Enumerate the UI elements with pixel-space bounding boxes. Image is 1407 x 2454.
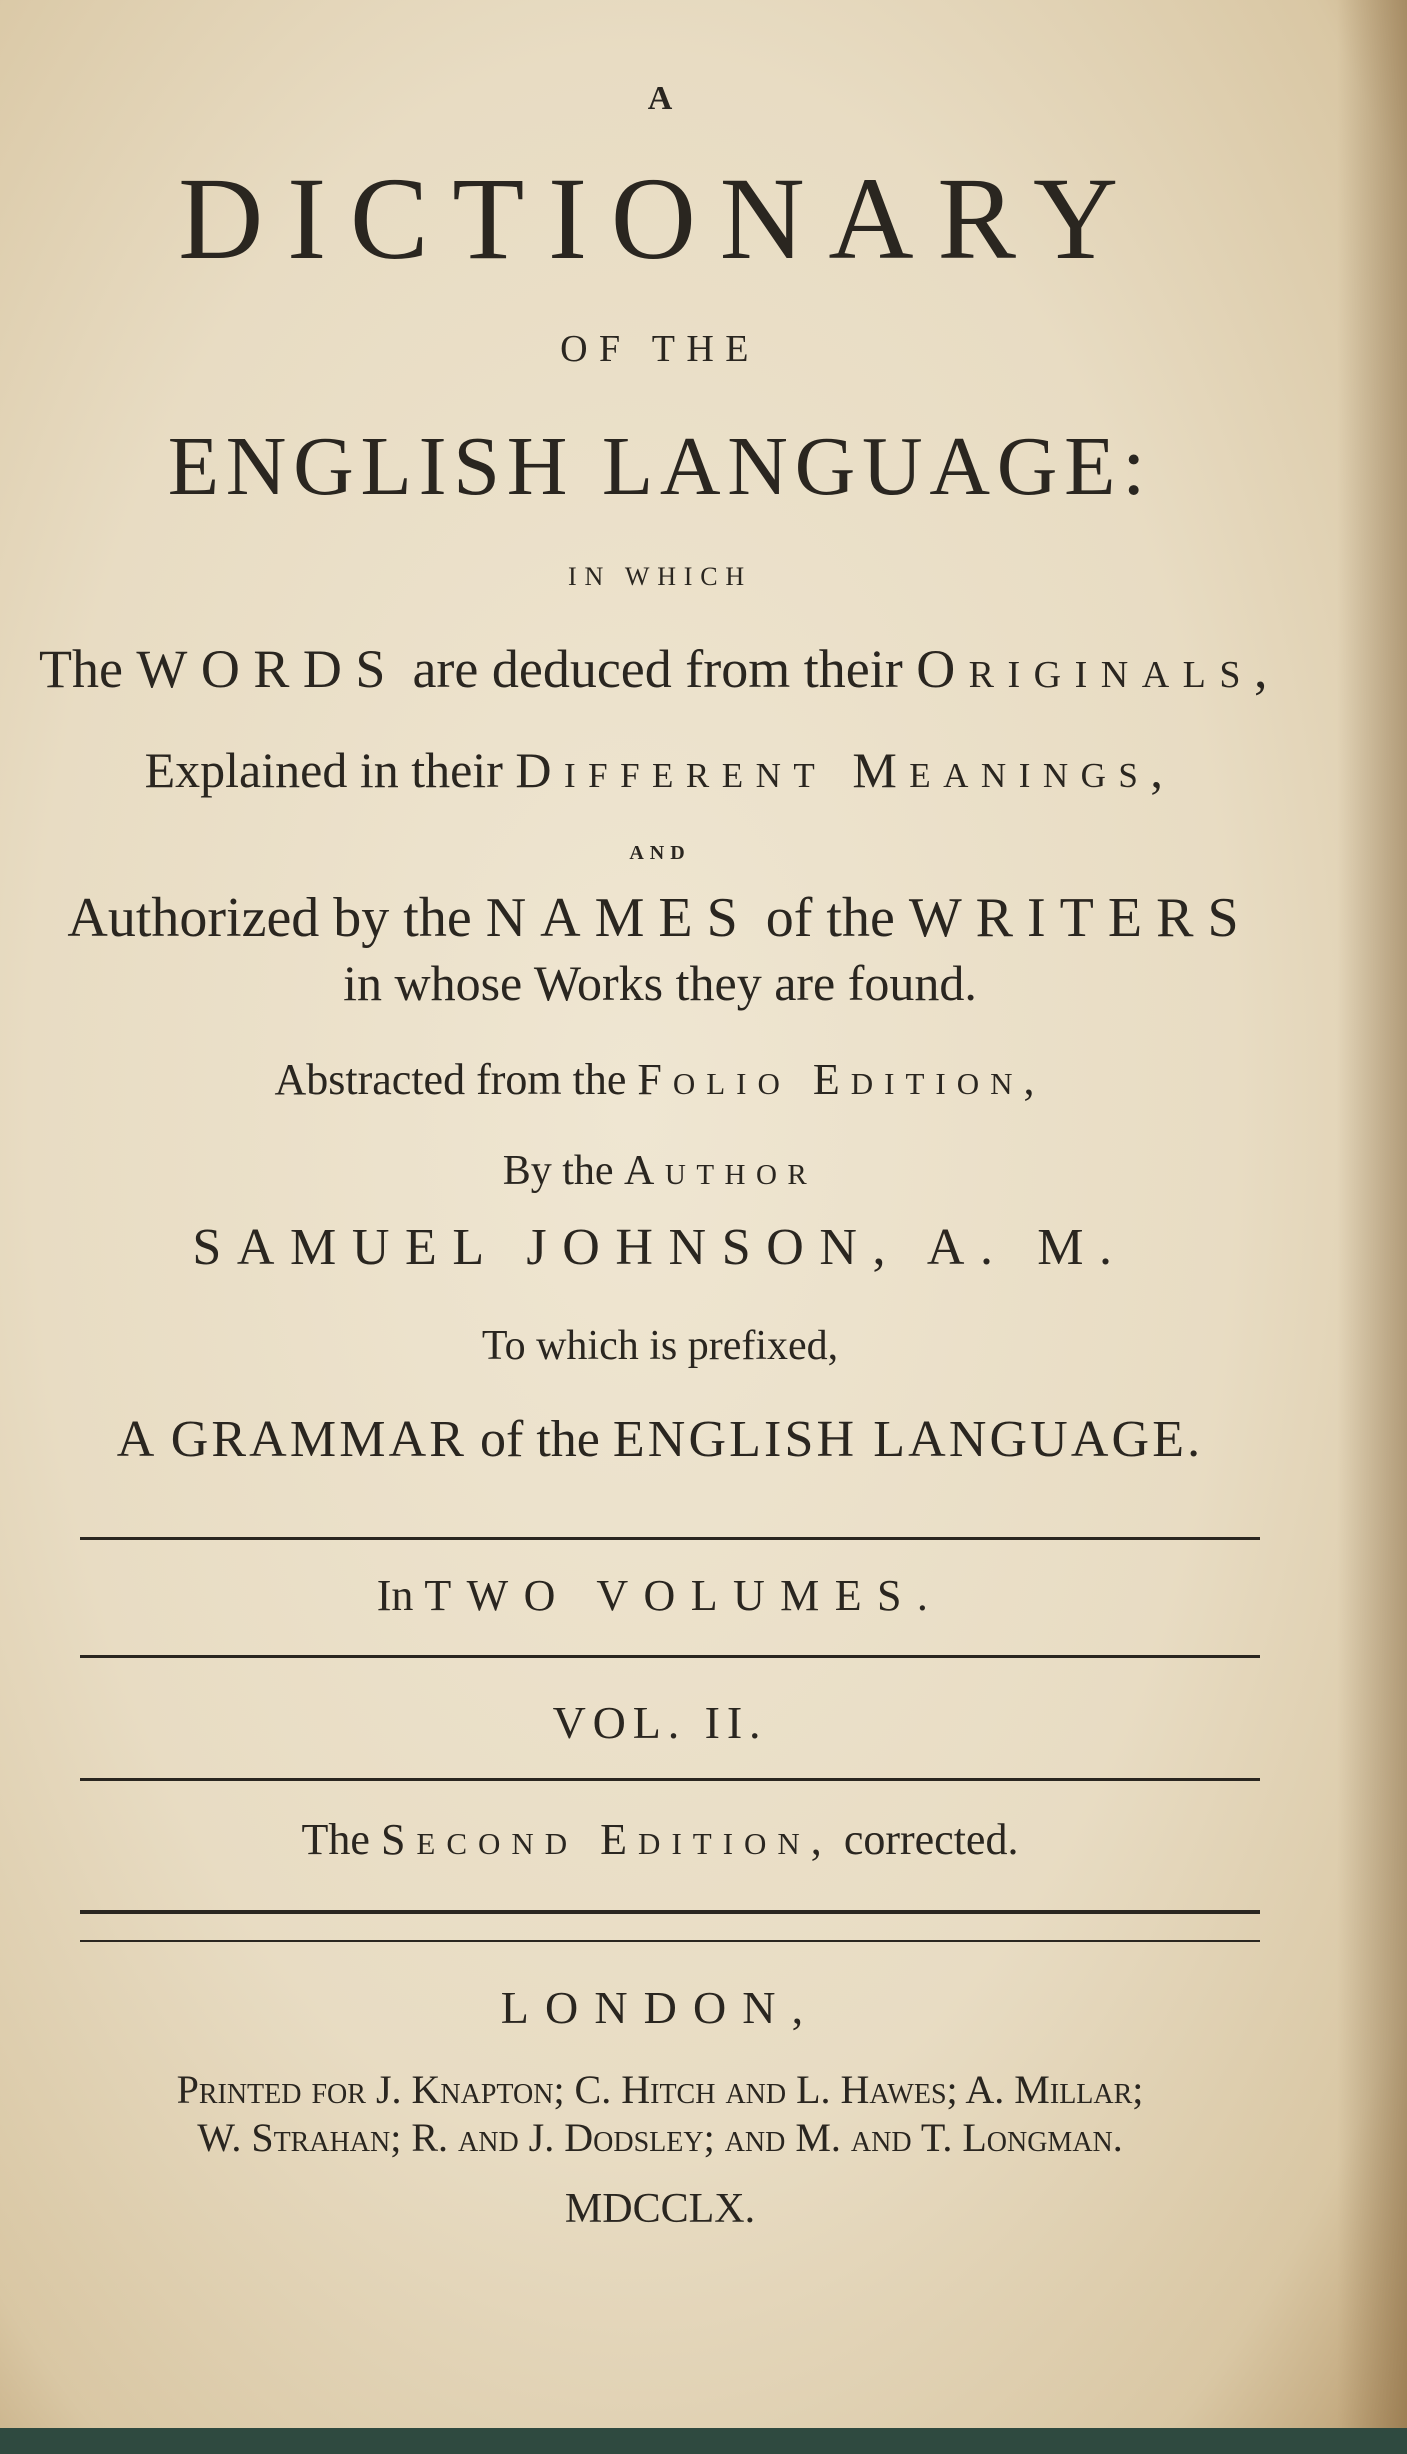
imprint-city: LONDON, <box>500 1982 820 2033</box>
page-edge-shadow <box>1337 0 1407 2454</box>
text: WRITERS <box>908 887 1253 949</box>
text: NAMES <box>485 887 752 949</box>
abstracted-line <box>0 1055 1320 1104</box>
description-line-3 <box>0 887 1320 949</box>
title-article: A <box>647 80 673 117</box>
text: WORDS <box>136 639 399 699</box>
text: Authorized by the <box>67 887 486 949</box>
volumes-line <box>0 1571 1320 1620</box>
text: of the <box>467 1411 613 1468</box>
text: ENGLISH LANGUAGE. <box>612 1411 1204 1468</box>
volume-number: VOL. II. <box>552 1697 768 1748</box>
book-cover-edge <box>0 2428 1407 2454</box>
text: of the <box>751 887 909 949</box>
text: Folio Edition, <box>637 1055 1046 1104</box>
text: Author <box>624 1148 818 1194</box>
double-rule-bottom <box>80 1940 1260 1942</box>
double-rule-top <box>80 1910 1260 1914</box>
text: TWO VOLUMES. <box>424 1571 944 1620</box>
text: A GRAMMAR <box>116 1411 468 1468</box>
description-and: AND <box>629 842 691 864</box>
text: The <box>301 1815 381 1864</box>
grammar-line <box>0 1411 1320 1468</box>
prefixed-line: To which is prefixed, <box>481 1323 839 1369</box>
author-name: SAMUEL JOHNSON, A. M. <box>192 1219 1128 1276</box>
text: Originals, <box>916 639 1282 699</box>
description-line-4: in whose Works they are found. <box>343 955 977 1011</box>
text: By the <box>502 1148 625 1194</box>
text: corrected. <box>832 1815 1019 1864</box>
imprint-printers-1: Printed for J. Knapton; C. Hitch and L. Hawes; A. Millar; <box>176 2067 1144 2112</box>
text: Second Edition, <box>380 1815 833 1864</box>
edition-line <box>0 1815 1320 1864</box>
description-line-2 <box>0 742 1320 798</box>
title-language: ENGLISH LANGUAGE: <box>167 420 1153 513</box>
text: are deduced from their <box>398 639 917 699</box>
title-main: DICTIONARY <box>178 153 1142 284</box>
text: In <box>376 1571 425 1620</box>
text: The <box>38 639 137 699</box>
description-line-1 <box>0 639 1320 699</box>
text: Abstracted from the <box>274 1055 638 1104</box>
divider-rule <box>80 1778 1260 1781</box>
imprint-printers-2: W. Strahan; R. and J. Dodsley; and M. and T. Longman. <box>197 2115 1123 2160</box>
imprint-year: MDCCLX. <box>564 2186 756 2232</box>
title-in-which: IN WHICH <box>568 562 752 591</box>
divider-rule <box>80 1537 1260 1540</box>
text: Different Meanings, <box>515 742 1176 798</box>
text: Explained in their <box>144 742 516 798</box>
by-author-line <box>0 1150 1320 1192</box>
divider-rule <box>80 1655 1260 1658</box>
title-of-the: OF THE <box>560 328 760 370</box>
